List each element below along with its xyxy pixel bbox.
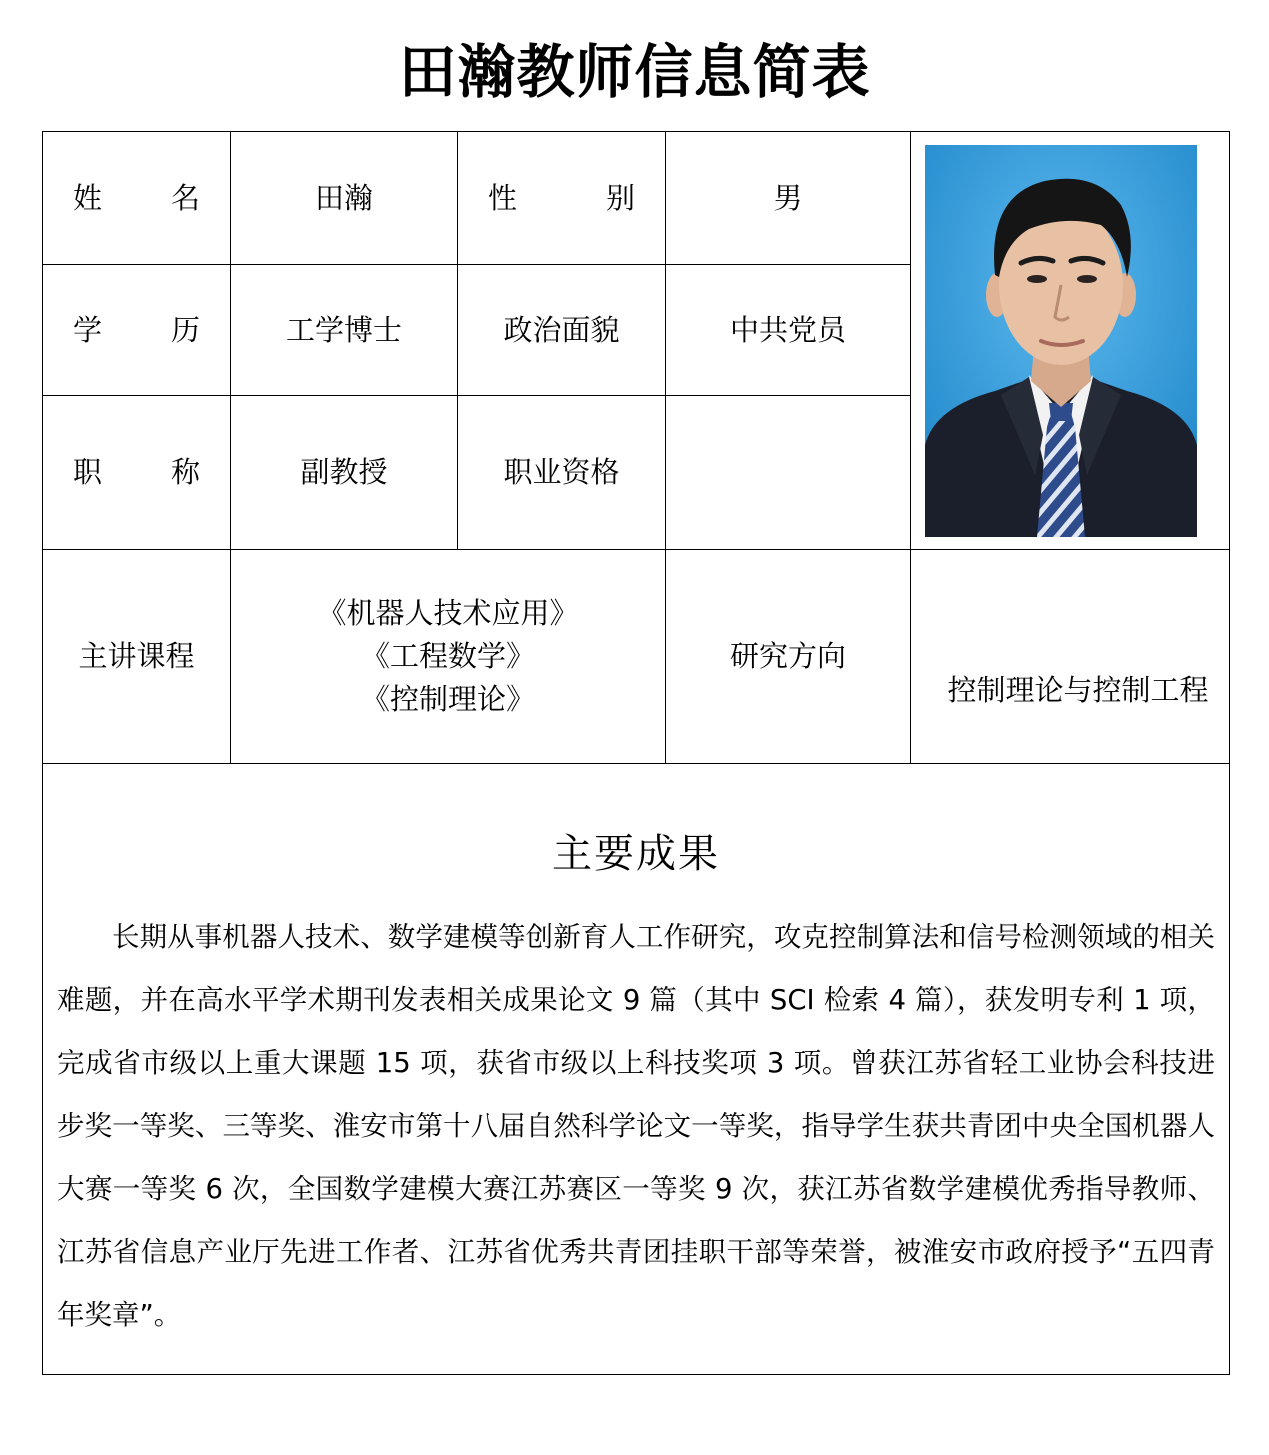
achievements-body: 长期从事机器人技术、数学建模等创新育人工作研究，攻克控制算法和信号检测领域的相关难题，并在高水平学术期刊发表相关成果论文 9 篇（其中 SCI 检索 4 篇），获发明专利 1 项，完成省市级以上重大课题 15 项，获省市级以上科技奖项 3 项。曾获江苏省轻工业协会科技进步奖一等奖、三等奖、淮安市第十八届自然科学论文一等奖，指导学生获共青团中央全国机器人大赛一等奖 6 次，全国数学建模大赛江苏赛区一等奖 9 次，获江苏省数学建模优秀指导教师、江苏省信息产业厅先进工作者、江苏省优秀共青团挂职干部等荣誉，被淮安市政府授予“五四青年奖章”。 <box>57 920 1215 1331</box>
photo-cell <box>911 132 1230 550</box>
gender-label-char-1: 性 <box>488 180 518 215</box>
name-label-char-2: 名 <box>170 180 200 215</box>
row-achievements <box>43 764 1230 1375</box>
course-item: 《工程数学》 <box>360 639 535 673</box>
education-value: 工学博士 <box>231 265 458 396</box>
education-label <box>43 265 231 396</box>
course-item: 《机器人技术应用》 <box>317 596 579 630</box>
title-label <box>43 396 231 550</box>
course-item: 《控制理论》 <box>360 682 535 716</box>
teacher-info-table <box>42 131 1230 1375</box>
teacher-photo <box>925 145 1197 537</box>
political-status-label: 政治面貌 <box>458 265 666 396</box>
research-cell <box>911 550 1230 764</box>
page-title: 田瀚教师信息简表 <box>398 38 871 106</box>
name-label <box>43 132 231 265</box>
title-label-char-2: 称 <box>170 455 200 489</box>
research-label: 研究方向 <box>666 550 911 764</box>
research-value: 控制理论与控制工程 <box>947 673 1209 707</box>
achievements-cell <box>43 764 1230 1375</box>
gender-label <box>458 132 666 265</box>
education-label-char-2: 历 <box>170 312 200 347</box>
education-label-char-1: 学 <box>73 312 103 347</box>
gender-label-char-2: 别 <box>605 180 635 215</box>
name-value: 田瀚 <box>231 132 458 265</box>
political-status-value: 中共党员 <box>666 265 911 396</box>
row-name-gender <box>43 132 1230 265</box>
title-label-char-1: 职 <box>73 455 103 489</box>
qualification-value <box>666 396 911 550</box>
name-label-char-1: 姓 <box>73 180 103 215</box>
courses-label: 主讲课程 <box>43 550 231 764</box>
courses-list <box>231 550 666 764</box>
qualification-label: 职业资格 <box>458 396 666 550</box>
row-courses-research <box>43 550 1230 764</box>
achievements-heading: 主要成果 <box>552 830 720 877</box>
title-value: 副教授 <box>231 396 458 550</box>
gender-value: 男 <box>666 132 911 265</box>
